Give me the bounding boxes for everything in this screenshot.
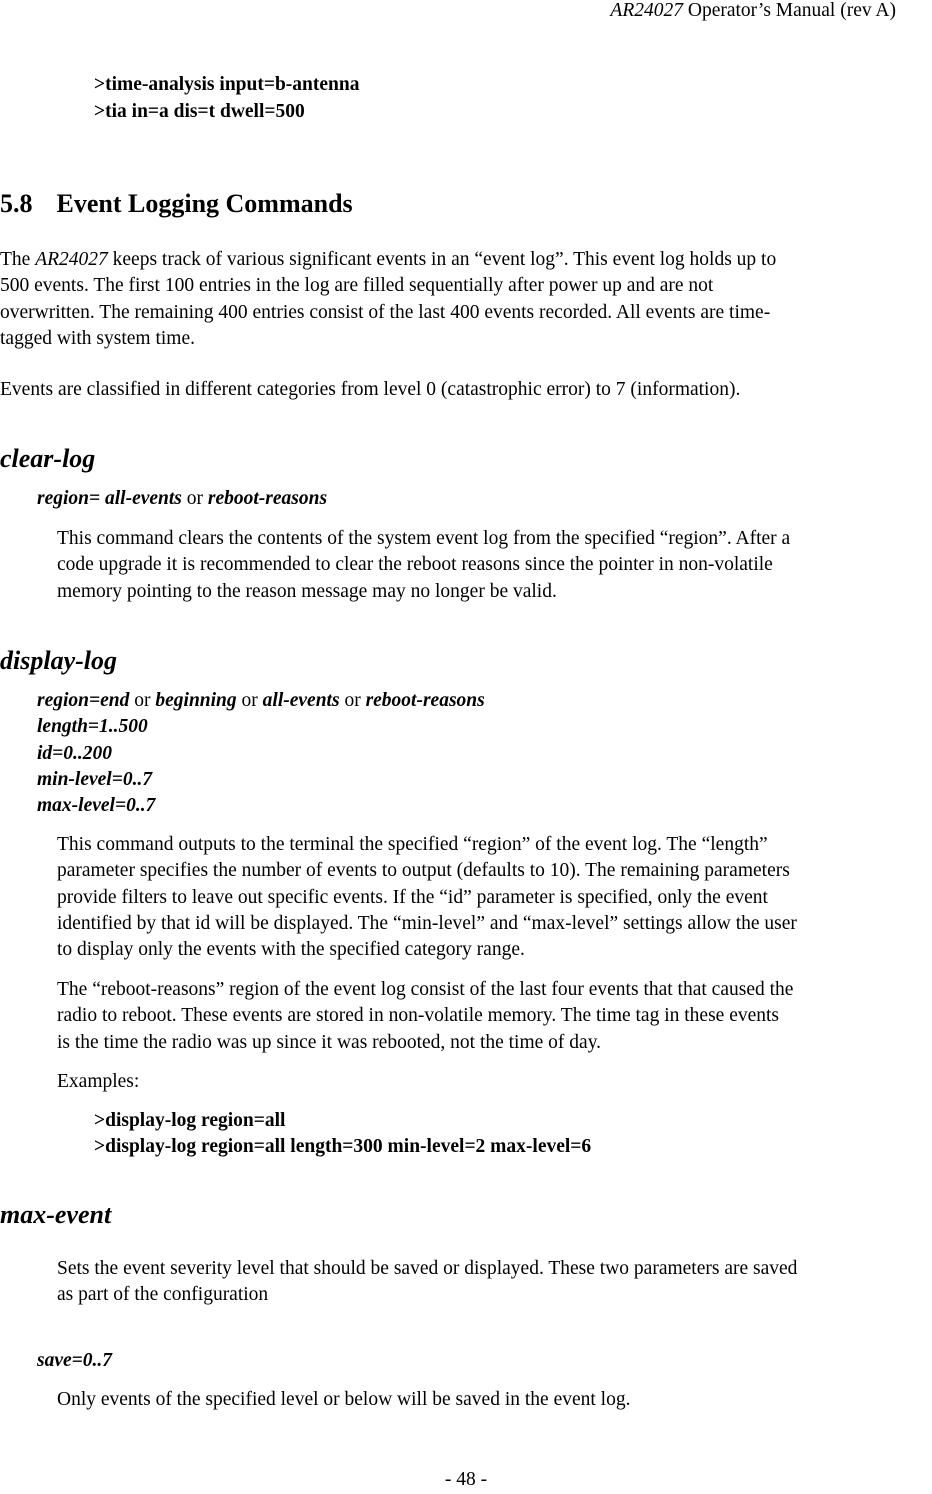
display-log-max-level-param: max-level=0..7 xyxy=(37,795,156,816)
display-log-example-1: >display-log region=all xyxy=(94,1110,286,1131)
display-log-id-param: id=0..200 xyxy=(37,743,113,764)
intro-text: The xyxy=(0,249,36,270)
display-log-desc2-3: is the time the radio was up since it was rebooted, not the time of day. xyxy=(57,1032,602,1053)
top-example-2: >tia in=a dis=t dwell=500 xyxy=(94,101,305,122)
intro-text: keeps track of various significant events in an “event log”. This event log holds up to xyxy=(107,249,777,270)
display-log-heading: display-log xyxy=(0,646,117,675)
display-log-desc2-2: radio to reboot. These events are stored in non-volatile memory. The time tag in these events xyxy=(57,1005,780,1026)
categories-line: Events are classified in different categories from level 0 (catastrophic error) to 7 (information). xyxy=(0,379,741,400)
clear-log-desc-1: This command clears the contents of the system event log from the specified “region”. After a xyxy=(57,528,791,549)
page-header xyxy=(610,0,896,25)
display-log-desc-5: to display only the events with the specified category range. xyxy=(57,939,525,960)
display-log-desc-3: provide filters to leave out specific events. If the “id” parameter is specified, only the event xyxy=(57,887,768,908)
display-log-length-param: length=1..500 xyxy=(37,716,148,737)
display-log-region-param xyxy=(37,688,485,715)
intro-line-4: tagged with system time. xyxy=(0,328,195,349)
param-or: or xyxy=(236,690,263,711)
top-example-1: >time-analysis input=b-antenna xyxy=(94,74,360,95)
max-event-save-param: save=0..7 xyxy=(37,1350,113,1371)
display-log-desc-4: identified by that id will be displayed. The “min-level” and “max-level” settings allow the user xyxy=(57,913,797,934)
section-number: 5.8 xyxy=(0,189,33,218)
max-event-desc-1: Sets the event severity level that should be saved or displayed. These two parameters are saved xyxy=(57,1258,798,1279)
page-number: - 48 - xyxy=(444,1469,488,1490)
param-region: region= all-events xyxy=(37,488,182,509)
display-log-example-2: >display-log region=all length=300 min-level=2 max-level=6 xyxy=(94,1136,592,1157)
clear-log-params xyxy=(37,486,327,513)
param-reboot-reasons: reboot-reasons xyxy=(365,690,485,711)
display-log-desc2-1: The “reboot-reasons” region of the event log consist of the last four events that that caused the xyxy=(57,979,794,1000)
header-doc-code: AR24027 xyxy=(610,0,683,21)
clear-log-desc-2: code upgrade it is recommended to clear the reboot reasons since the pointer in non-volatile xyxy=(57,554,773,575)
display-log-desc-1: This command outputs to the terminal the specified “region” of the event log. The “length” xyxy=(57,834,768,855)
param-or: or xyxy=(339,690,366,711)
max-event-desc-2: as part of the configuration xyxy=(57,1284,269,1305)
examples-label: Examples: xyxy=(57,1071,140,1092)
section-title: Event Logging Commands xyxy=(56,189,353,218)
section-heading xyxy=(0,189,353,219)
param-or: or xyxy=(181,488,208,509)
display-log-desc-2: parameter specifies the number of events to output (defaults to 10). The remaining parameters xyxy=(57,860,790,881)
intro-line-1 xyxy=(0,247,776,274)
max-event-save-desc: Only events of the specified level or below will be saved in the event log. xyxy=(57,1389,631,1410)
intro-product-code: AR24027 xyxy=(35,249,108,270)
param-reboot-reasons: reboot-reasons xyxy=(207,488,328,509)
display-log-min-level-param: min-level=0..7 xyxy=(37,769,153,790)
max-event-heading: max-event xyxy=(0,1200,112,1229)
param-region-end: region=end xyxy=(37,690,130,711)
param-beginning: beginning xyxy=(155,690,237,711)
intro-line-3: overwritten. The remaining 400 entries consist of the last 400 events recorded. All events are time- xyxy=(0,302,771,323)
header-doc-title: Operator’s Manual (rev A) xyxy=(683,0,896,21)
intro-line-2: 500 events. The first 100 entries in the log are filled sequentially after power up and are not xyxy=(0,275,714,296)
param-all-events: all-events xyxy=(262,690,340,711)
clear-log-heading: clear-log xyxy=(0,444,96,473)
clear-log-desc-3: memory pointing to the reason message may no longer be valid. xyxy=(57,581,557,602)
param-or: or xyxy=(129,690,156,711)
